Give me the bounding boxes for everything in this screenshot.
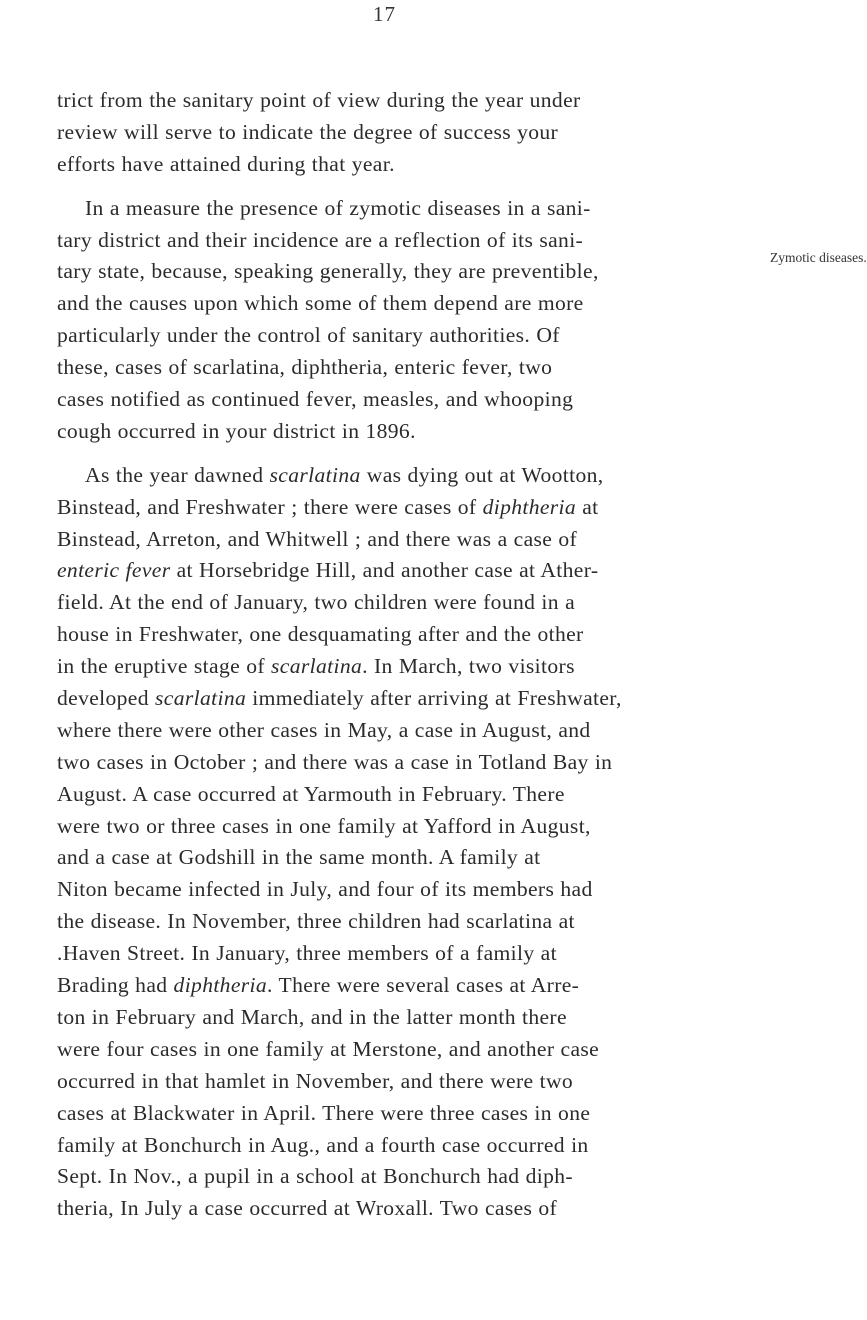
paragraph-gap xyxy=(57,448,769,460)
italic-term: scarlatina xyxy=(155,686,247,711)
text-run: tary state, because, speaking generally, they are preventible, xyxy=(57,259,599,284)
text-run: and the causes upon which some of them depend are more xyxy=(57,291,584,316)
italic-term: diphtheria xyxy=(482,494,577,519)
text-line xyxy=(57,906,769,938)
text-run: Niton became infected in July, and four of its members had xyxy=(57,877,593,902)
text-line xyxy=(57,225,769,257)
text-run: cases notified as continued fever, measles, and whooping xyxy=(57,387,574,412)
text-line xyxy=(57,193,769,225)
text-run: trict from the sanitary point of view during the year under xyxy=(57,88,581,112)
paragraph xyxy=(57,448,769,1225)
text-line xyxy=(57,651,769,683)
text-run: tary district and their incidence are a reflection of its sani- xyxy=(57,227,584,252)
text-line xyxy=(57,842,769,874)
text-run: cases at Blackwater in April. There were three cases in one xyxy=(57,1100,591,1125)
text-run: particularly under the control of sanitary authorities. Of xyxy=(57,323,560,348)
text-line xyxy=(57,779,769,811)
text-line xyxy=(57,1066,769,1098)
text-line xyxy=(57,1002,769,1034)
text-run: where there were other cases in May, a case in August, and xyxy=(57,717,591,742)
text-line xyxy=(57,938,769,970)
text-run: review will serve to indicate the degree of success your xyxy=(57,119,559,144)
text-run: Binstead, Arreton, and Whitwell ; and there was a case of xyxy=(57,526,578,551)
text-line xyxy=(57,320,769,352)
text-run: were two or three cases in one family at Yafford in August, xyxy=(57,813,591,838)
text-run: .Haven Street. In January, three members of a family at xyxy=(57,941,557,966)
text-line xyxy=(57,715,769,747)
text-run: family at Bonchurch in Aug., and a fourth case occurred in xyxy=(57,1132,589,1157)
text-run: theria, In July a case occurred at Wroxall. Two cases of xyxy=(57,1196,558,1221)
text-run: efforts have attained during that year. xyxy=(57,151,395,176)
text-run: Brading had xyxy=(57,973,174,998)
text-run: in the eruptive stage of xyxy=(57,654,272,679)
text-line xyxy=(57,416,769,448)
paragraph xyxy=(57,85,769,181)
text-run: August. A case occurred at Yarmouth in February. There xyxy=(57,781,565,806)
text-run: two cases in October ; and there was a case in Totland Bay in xyxy=(57,749,613,774)
text-run: occurred in that hamlet in November, and there were two xyxy=(57,1068,574,1093)
text-run: Sept. In Nov., a pupil in a school at Bonchurch had diph- xyxy=(57,1164,573,1189)
text-line xyxy=(57,288,769,320)
page-number: 17 xyxy=(373,2,396,26)
paragraph-gap xyxy=(57,181,769,193)
text-run: house in Freshwater, one desquamating after and the other xyxy=(57,622,584,647)
italic-term: diphtheria xyxy=(173,973,268,998)
text-run: Binstead, and Freshwater ; there were cases of xyxy=(57,494,483,519)
text-line xyxy=(57,85,769,117)
text-run: at xyxy=(576,494,599,519)
text-run: ton in February and March, and in the latter month there xyxy=(57,1004,567,1029)
text-run: and a case at Godshill in the same month. A family at xyxy=(57,845,541,870)
text-run: were four cases in one family at Merstone, and another case xyxy=(57,1036,600,1061)
text-run: field. At the end of January, two children were found in a xyxy=(57,590,576,615)
italic-term: enteric fever xyxy=(57,558,171,583)
text-line xyxy=(57,149,769,181)
text-run: the disease. In November, three children had scarlatina at xyxy=(57,909,575,934)
text-line xyxy=(57,1098,769,1130)
text-run: at Horsebridge Hill, and another case at Ather- xyxy=(170,558,599,583)
text-run: developed xyxy=(57,686,156,711)
italic-term: scarlatina xyxy=(269,462,361,487)
text-line xyxy=(57,117,769,149)
text-line xyxy=(57,683,769,715)
text-line xyxy=(57,970,769,1002)
text-line xyxy=(57,1130,769,1162)
text-line xyxy=(57,384,769,416)
text-line xyxy=(57,747,769,779)
text-run: In a measure the presence of zymotic diseases in a sani- xyxy=(85,195,591,220)
text-line xyxy=(57,619,769,651)
text-run: was dying out at Wootton, xyxy=(360,462,604,487)
text-run: . There were several cases at Arre- xyxy=(267,973,580,998)
text-line xyxy=(57,492,769,524)
text-run: cough occurred in your district in 1896. xyxy=(57,418,416,443)
text-line xyxy=(57,1193,769,1225)
text-line xyxy=(57,587,769,619)
text-line xyxy=(57,811,769,843)
body-text xyxy=(57,85,769,1225)
text-line xyxy=(57,256,769,288)
italic-term: scarlatina xyxy=(271,654,363,679)
text-line xyxy=(57,524,769,556)
text-line xyxy=(57,555,769,587)
text-line xyxy=(57,460,769,492)
marginal-note-zymotic-diseases: Zymotic diseases. xyxy=(770,250,867,265)
text-run: immediately after arriving at Freshwater, xyxy=(246,686,622,711)
paragraph xyxy=(57,181,769,448)
text-line xyxy=(57,874,769,906)
text-run: these, cases of scarlatina, diphtheria, enteric fever, two xyxy=(57,355,553,380)
text-line xyxy=(57,352,769,384)
text-run: . In March, two visitors xyxy=(362,654,575,679)
text-line xyxy=(57,1034,769,1066)
text-line xyxy=(57,1161,769,1193)
text-run: As the year dawned xyxy=(85,462,270,487)
